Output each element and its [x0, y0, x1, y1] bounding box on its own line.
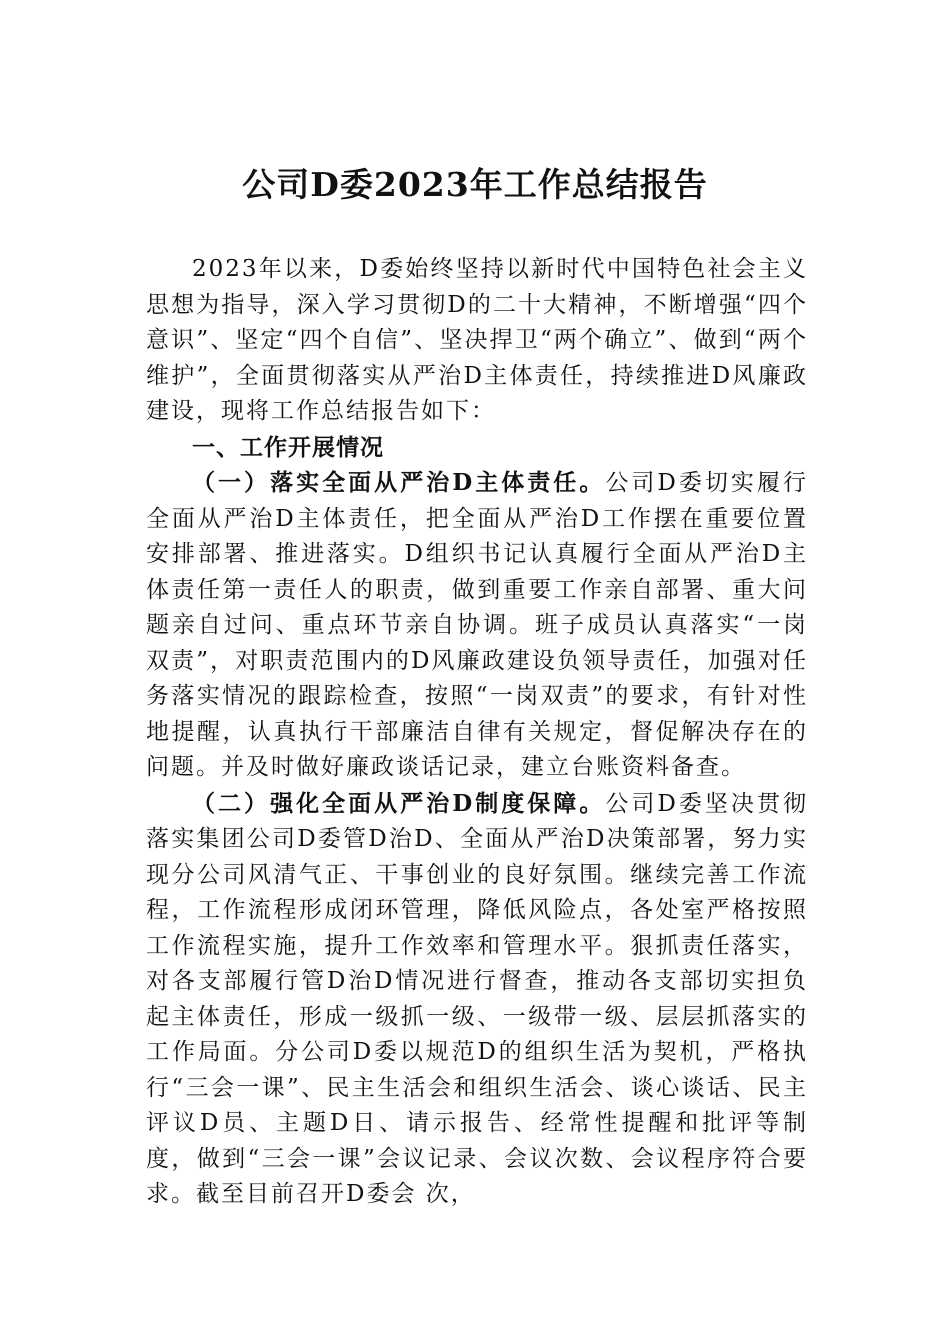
item-1-paragraph	[146, 465, 808, 786]
item-2-lead: （二）强化全面从严治D制度保障。	[192, 789, 606, 817]
document-title: 公司D委2023年工作总结报告	[242, 165, 708, 204]
intro-paragraph: 2023年以来，D委始终坚持以新时代中国特色社会主义思想为指导，深入学习贯彻D的二十大精神，不断增强“四个意识”、坚定“四个自信”、坚决捍卫“两个确立”、做到“两个维护”，全面贯彻落实从严治D主体责任，持续推进D风廉政建设，现将工作总结报告如下：	[146, 256, 808, 424]
item-1-lead: （一）落实全面从严治D主体责任。	[192, 469, 606, 496]
item-2-text: 公司D委坚决贯彻落实集团公司D委管D治D、全面从严治D决策部署，努力实现分公司风清气正、干事创业的良好氛围。继续完善工作流程，工作流程形成闭环管理，降低风险点，各处室严格按照工作流程实施，提升工作效率和管理水平。狠抓责任落实，对各支部履行管D治D情况进行督查，推动各支部切实担负起主体责任，形成一级抓一级、一级带一级、层层抓落实的工作局面。分公司D委以规范D的组织生活为契机，严格执行“三会一课”、民主生活会和组织生活会、谈心谈话、民主评议D员、主题D日、请示报告、经常性提醒和批评等制度，做到“三会一课”会议记录、会议次数、会议程序符合要求。截至目前召开D委会 次，	[146, 790, 808, 1207]
document-body	[146, 252, 808, 1213]
item-1-text: 公司D委切实履行全面从严治D主体责任，把全面从严治D工作摆在重要位置安排部署、推进落实。D组织书记认真履行全面从严治D主体责任第一责任人的职责，做到重要工作亲自部署、重大问题亲自过问、重点环节亲自协调。班子成员认真落实“一岗双责”，对职责范围内的D风廉政建设负领导责任，加强对任务落实情况的跟踪检查，按照“一岗双责”的要求，有针对性地提醒，认真执行干部廉洁自律有关规定，督促解决存在的问题。并及时做好廉政谈话记录，建立台账资料备查。	[146, 470, 808, 780]
item-2-paragraph	[146, 786, 808, 1213]
section-heading: 一、工作开展情况	[192, 433, 384, 461]
